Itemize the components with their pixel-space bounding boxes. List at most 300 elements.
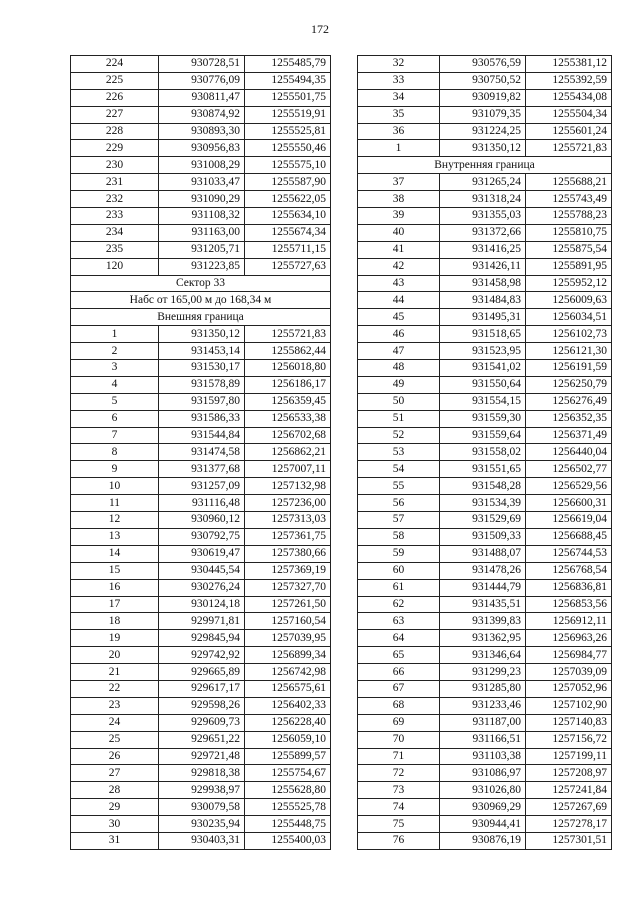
y-coordinate: 1257199,11 xyxy=(526,748,612,765)
point-number: 2 xyxy=(71,343,159,360)
table-row xyxy=(358,748,612,765)
section-header: Внутренняя граница xyxy=(358,157,612,174)
point-number: 65 xyxy=(358,647,440,664)
y-coordinate: 1257039,09 xyxy=(526,664,612,681)
point-number: 47 xyxy=(358,343,440,360)
y-coordinate: 1256853,56 xyxy=(526,596,612,613)
x-coordinate: 931346,64 xyxy=(440,647,526,664)
table-row xyxy=(71,748,331,765)
y-coordinate: 1256912,11 xyxy=(526,613,612,630)
point-number: 14 xyxy=(71,545,159,562)
point-number: 229 xyxy=(71,140,159,157)
table-row xyxy=(358,647,612,664)
x-coordinate: 929721,48 xyxy=(159,748,245,765)
y-coordinate: 1255899,57 xyxy=(245,748,331,765)
y-coordinate: 1256619,04 xyxy=(526,512,612,529)
y-coordinate: 1256440,04 xyxy=(526,444,612,461)
y-coordinate: 1255788,23 xyxy=(526,208,612,225)
y-coordinate: 1255525,78 xyxy=(245,799,331,816)
x-coordinate: 931586,33 xyxy=(159,410,245,427)
table-row xyxy=(71,731,331,748)
point-number: 120 xyxy=(71,258,159,275)
table-row xyxy=(358,208,612,225)
x-coordinate: 930750,52 xyxy=(440,72,526,89)
y-coordinate: 1257261,50 xyxy=(245,596,331,613)
x-coordinate: 930969,29 xyxy=(440,799,526,816)
y-coordinate: 1256768,54 xyxy=(526,562,612,579)
table-row xyxy=(358,123,612,140)
y-coordinate: 1255501,75 xyxy=(245,89,331,106)
table-row xyxy=(71,241,331,258)
x-coordinate: 930792,75 xyxy=(159,528,245,545)
table-row xyxy=(358,799,612,816)
x-coordinate: 931530,17 xyxy=(159,360,245,377)
table-row xyxy=(71,461,331,478)
x-coordinate: 931108,32 xyxy=(159,208,245,225)
point-number: 51 xyxy=(358,410,440,427)
y-coordinate: 1256702,68 xyxy=(245,427,331,444)
table-row xyxy=(71,630,331,647)
x-coordinate: 929818,38 xyxy=(159,765,245,782)
x-coordinate: 931495,31 xyxy=(440,309,526,326)
table-row xyxy=(71,89,331,106)
point-number: 55 xyxy=(358,478,440,495)
x-coordinate: 931426,11 xyxy=(440,258,526,275)
table-row xyxy=(358,258,612,275)
point-number: 58 xyxy=(358,528,440,545)
table-row xyxy=(358,444,612,461)
x-coordinate: 931103,38 xyxy=(440,748,526,765)
point-number: 226 xyxy=(71,89,159,106)
table-row xyxy=(71,562,331,579)
table-row xyxy=(71,714,331,731)
y-coordinate: 1255743,49 xyxy=(526,191,612,208)
point-number: 36 xyxy=(358,123,440,140)
y-coordinate: 1256984,77 xyxy=(526,647,612,664)
table-row xyxy=(358,680,612,697)
point-number: 73 xyxy=(358,782,440,799)
y-coordinate: 1255504,34 xyxy=(526,106,612,123)
y-coordinate: 1255400,03 xyxy=(245,832,331,849)
y-coordinate: 1255601,24 xyxy=(526,123,612,140)
x-coordinate: 931597,80 xyxy=(159,393,245,410)
x-coordinate: 931559,30 xyxy=(440,410,526,427)
point-number: 68 xyxy=(358,697,440,714)
x-coordinate: 931205,71 xyxy=(159,241,245,258)
table-row xyxy=(71,157,331,174)
y-coordinate: 1255810,75 xyxy=(526,224,612,241)
x-coordinate: 931416,25 xyxy=(440,241,526,258)
point-number: 17 xyxy=(71,596,159,613)
y-coordinate: 1256034,51 xyxy=(526,309,612,326)
point-number: 12 xyxy=(71,512,159,529)
point-number: 233 xyxy=(71,208,159,225)
y-coordinate: 1256600,31 xyxy=(526,495,612,512)
y-coordinate: 1257301,51 xyxy=(526,832,612,849)
y-coordinate: 1255525,81 xyxy=(245,123,331,140)
table-row xyxy=(358,224,612,241)
table-row xyxy=(358,174,612,191)
section-header: Внешняя граница xyxy=(71,309,331,326)
x-coordinate: 930893,30 xyxy=(159,123,245,140)
table-row xyxy=(71,816,331,833)
table-row xyxy=(358,630,612,647)
x-coordinate: 931435,51 xyxy=(440,596,526,613)
point-number: 235 xyxy=(71,241,159,258)
point-number: 22 xyxy=(71,680,159,697)
table-row xyxy=(358,528,612,545)
table-row xyxy=(358,89,612,106)
point-number: 16 xyxy=(71,579,159,596)
y-coordinate: 1256899,34 xyxy=(245,647,331,664)
point-number: 42 xyxy=(358,258,440,275)
y-coordinate: 1257052,96 xyxy=(526,680,612,697)
table-row xyxy=(71,326,331,343)
point-number: 48 xyxy=(358,360,440,377)
table-row xyxy=(358,731,612,748)
table-row xyxy=(358,664,612,681)
x-coordinate: 931488,07 xyxy=(440,545,526,562)
point-number: 228 xyxy=(71,123,159,140)
y-coordinate: 1256688,45 xyxy=(526,528,612,545)
x-coordinate: 931529,69 xyxy=(440,512,526,529)
table-row xyxy=(71,765,331,782)
y-coordinate: 1257369,19 xyxy=(245,562,331,579)
table-row xyxy=(71,123,331,140)
y-coordinate: 1255891,95 xyxy=(526,258,612,275)
point-number: 63 xyxy=(358,613,440,630)
y-coordinate: 1255628,80 xyxy=(245,782,331,799)
y-coordinate: 1257278,17 xyxy=(526,816,612,833)
table-row xyxy=(71,224,331,241)
y-coordinate: 1257327,70 xyxy=(245,579,331,596)
x-coordinate: 930776,09 xyxy=(159,72,245,89)
y-coordinate: 1256250,79 xyxy=(526,376,612,393)
y-coordinate: 1255634,10 xyxy=(245,208,331,225)
x-coordinate: 929598,26 xyxy=(159,697,245,714)
y-coordinate: 1255721,83 xyxy=(245,326,331,343)
table-row xyxy=(358,343,612,360)
x-coordinate: 929971,81 xyxy=(159,613,245,630)
table-row xyxy=(71,106,331,123)
table-row xyxy=(71,56,331,73)
y-coordinate: 1255952,12 xyxy=(526,275,612,292)
point-number: 70 xyxy=(358,731,440,748)
x-coordinate: 931478,26 xyxy=(440,562,526,579)
table-row xyxy=(358,545,612,562)
x-coordinate: 931550,64 xyxy=(440,376,526,393)
x-coordinate: 931534,39 xyxy=(440,495,526,512)
coordinates-table-right xyxy=(357,55,612,850)
table-row xyxy=(358,782,612,799)
x-coordinate: 930874,92 xyxy=(159,106,245,123)
table-row xyxy=(358,326,612,343)
y-coordinate: 1256102,73 xyxy=(526,326,612,343)
y-coordinate: 1255711,15 xyxy=(245,241,331,258)
point-number: 46 xyxy=(358,326,440,343)
point-number: 34 xyxy=(358,89,440,106)
x-coordinate: 931033,47 xyxy=(159,174,245,191)
x-coordinate: 929651,22 xyxy=(159,731,245,748)
table-row xyxy=(71,410,331,427)
table-row xyxy=(71,596,331,613)
y-coordinate: 1257380,66 xyxy=(245,545,331,562)
point-number: 54 xyxy=(358,461,440,478)
point-number: 11 xyxy=(71,495,159,512)
x-coordinate: 931362,95 xyxy=(440,630,526,647)
y-coordinate: 1257208,97 xyxy=(526,765,612,782)
x-coordinate: 931090,29 xyxy=(159,191,245,208)
x-coordinate: 931166,51 xyxy=(440,731,526,748)
x-coordinate: 929742,92 xyxy=(159,647,245,664)
point-number: 10 xyxy=(71,478,159,495)
table-row xyxy=(71,512,331,529)
point-number: 31 xyxy=(71,832,159,849)
point-number: 13 xyxy=(71,528,159,545)
y-coordinate: 1257313,03 xyxy=(245,512,331,529)
y-coordinate: 1255622,05 xyxy=(245,191,331,208)
point-number: 61 xyxy=(358,579,440,596)
x-coordinate: 930079,58 xyxy=(159,799,245,816)
point-number: 227 xyxy=(71,106,159,123)
point-number: 75 xyxy=(358,816,440,833)
x-coordinate: 931163,00 xyxy=(159,224,245,241)
table-row xyxy=(71,545,331,562)
point-number: 28 xyxy=(71,782,159,799)
x-coordinate: 930944,41 xyxy=(440,816,526,833)
x-coordinate: 931265,24 xyxy=(440,174,526,191)
table-row xyxy=(71,495,331,512)
x-coordinate: 931523,95 xyxy=(440,343,526,360)
table-row xyxy=(358,427,612,444)
x-coordinate: 931518,65 xyxy=(440,326,526,343)
point-number: 4 xyxy=(71,376,159,393)
x-coordinate: 931355,03 xyxy=(440,208,526,225)
table-row xyxy=(358,275,612,292)
table-row xyxy=(71,343,331,360)
point-number: 41 xyxy=(358,241,440,258)
y-coordinate: 1256121,30 xyxy=(526,343,612,360)
table-row xyxy=(71,444,331,461)
point-number: 69 xyxy=(358,714,440,731)
point-number: 39 xyxy=(358,208,440,225)
y-coordinate: 1256963,26 xyxy=(526,630,612,647)
y-coordinate: 1256529,56 xyxy=(526,478,612,495)
table-row xyxy=(71,72,331,89)
table-row xyxy=(71,579,331,596)
y-coordinate: 1256742,98 xyxy=(245,664,331,681)
point-number: 64 xyxy=(358,630,440,647)
x-coordinate: 931116,48 xyxy=(159,495,245,512)
point-number: 1 xyxy=(358,140,440,157)
table-row xyxy=(358,613,612,630)
x-coordinate: 930811,47 xyxy=(159,89,245,106)
x-coordinate: 929609,73 xyxy=(159,714,245,731)
table-row xyxy=(71,360,331,377)
x-coordinate: 930124,18 xyxy=(159,596,245,613)
x-coordinate: 931399,83 xyxy=(440,613,526,630)
section-header-row xyxy=(71,309,331,326)
y-coordinate: 1256862,21 xyxy=(245,444,331,461)
x-coordinate: 931548,28 xyxy=(440,478,526,495)
table-row xyxy=(71,258,331,275)
table-row xyxy=(71,140,331,157)
table-row xyxy=(358,360,612,377)
point-number: 26 xyxy=(71,748,159,765)
x-coordinate: 931318,24 xyxy=(440,191,526,208)
table-row xyxy=(71,782,331,799)
point-number: 53 xyxy=(358,444,440,461)
table-row xyxy=(358,241,612,258)
y-coordinate: 1256371,49 xyxy=(526,427,612,444)
section-header: Сектор 33 xyxy=(71,275,331,292)
table-row xyxy=(358,140,612,157)
x-coordinate: 930235,94 xyxy=(159,816,245,833)
x-coordinate: 931541,02 xyxy=(440,360,526,377)
table-row xyxy=(71,664,331,681)
y-coordinate: 1256228,40 xyxy=(245,714,331,731)
x-coordinate: 931223,85 xyxy=(159,258,245,275)
point-number: 56 xyxy=(358,495,440,512)
y-coordinate: 1256009,63 xyxy=(526,292,612,309)
y-coordinate: 1255862,44 xyxy=(245,343,331,360)
x-coordinate: 931350,12 xyxy=(159,326,245,343)
y-coordinate: 1255381,12 xyxy=(526,56,612,73)
x-coordinate: 931474,58 xyxy=(159,444,245,461)
x-coordinate: 931554,15 xyxy=(440,393,526,410)
point-number: 71 xyxy=(358,748,440,765)
x-coordinate: 931224,25 xyxy=(440,123,526,140)
y-coordinate: 1256402,33 xyxy=(245,697,331,714)
table-row xyxy=(71,393,331,410)
right-table-body xyxy=(358,56,612,850)
point-number: 19 xyxy=(71,630,159,647)
point-number: 1 xyxy=(71,326,159,343)
point-number: 18 xyxy=(71,613,159,630)
page-number: 172 xyxy=(311,22,329,36)
point-number: 33 xyxy=(358,72,440,89)
y-coordinate: 1255550,46 xyxy=(245,140,331,157)
y-coordinate: 1256359,45 xyxy=(245,393,331,410)
point-number: 25 xyxy=(71,731,159,748)
point-number: 5 xyxy=(71,393,159,410)
point-number: 27 xyxy=(71,765,159,782)
table-row xyxy=(358,816,612,833)
table-row xyxy=(71,697,331,714)
x-coordinate: 930728,51 xyxy=(159,56,245,73)
table-row xyxy=(358,410,612,427)
y-coordinate: 1257039,95 xyxy=(245,630,331,647)
point-number: 35 xyxy=(358,106,440,123)
y-coordinate: 1255674,34 xyxy=(245,224,331,241)
point-number: 225 xyxy=(71,72,159,89)
y-coordinate: 1255875,54 xyxy=(526,241,612,258)
x-coordinate: 931559,64 xyxy=(440,427,526,444)
y-coordinate: 1255519,91 xyxy=(245,106,331,123)
x-coordinate: 931079,35 xyxy=(440,106,526,123)
y-coordinate: 1256744,53 xyxy=(526,545,612,562)
y-coordinate: 1255392,59 xyxy=(526,72,612,89)
table-row xyxy=(358,562,612,579)
point-number: 50 xyxy=(358,393,440,410)
x-coordinate: 931086,97 xyxy=(440,765,526,782)
point-number: 15 xyxy=(71,562,159,579)
x-coordinate: 931544,84 xyxy=(159,427,245,444)
x-coordinate: 929845,94 xyxy=(159,630,245,647)
table-row xyxy=(358,596,612,613)
y-coordinate: 1255727,63 xyxy=(245,258,331,275)
x-coordinate: 930276,24 xyxy=(159,579,245,596)
point-number: 66 xyxy=(358,664,440,681)
x-coordinate: 930445,54 xyxy=(159,562,245,579)
point-number: 72 xyxy=(358,765,440,782)
x-coordinate: 931372,66 xyxy=(440,224,526,241)
point-number: 6 xyxy=(71,410,159,427)
y-coordinate: 1256276,49 xyxy=(526,393,612,410)
point-number: 43 xyxy=(358,275,440,292)
coordinates-table-left xyxy=(70,55,331,850)
x-coordinate: 931008,29 xyxy=(159,157,245,174)
x-coordinate: 931458,98 xyxy=(440,275,526,292)
x-coordinate: 931285,80 xyxy=(440,680,526,697)
y-coordinate: 1256836,81 xyxy=(526,579,612,596)
y-coordinate: 1257361,75 xyxy=(245,528,331,545)
x-coordinate: 931233,46 xyxy=(440,697,526,714)
table-row xyxy=(358,714,612,731)
y-coordinate: 1256502,77 xyxy=(526,461,612,478)
table-row xyxy=(358,393,612,410)
table-row xyxy=(358,697,612,714)
point-number: 32 xyxy=(358,56,440,73)
table-row xyxy=(358,292,612,309)
y-coordinate: 1255485,79 xyxy=(245,56,331,73)
x-coordinate: 931578,89 xyxy=(159,376,245,393)
section-header-row xyxy=(71,292,331,309)
x-coordinate: 929617,17 xyxy=(159,680,245,697)
point-number: 40 xyxy=(358,224,440,241)
x-coordinate: 931453,14 xyxy=(159,343,245,360)
point-number: 230 xyxy=(71,157,159,174)
point-number: 29 xyxy=(71,799,159,816)
table-row xyxy=(358,106,612,123)
point-number: 57 xyxy=(358,512,440,529)
table-row xyxy=(71,528,331,545)
y-coordinate: 1255754,67 xyxy=(245,765,331,782)
y-coordinate: 1255688,21 xyxy=(526,174,612,191)
table-row xyxy=(71,208,331,225)
point-number: 38 xyxy=(358,191,440,208)
point-number: 74 xyxy=(358,799,440,816)
table-row xyxy=(358,512,612,529)
table-row xyxy=(71,680,331,697)
y-coordinate: 1255434,08 xyxy=(526,89,612,106)
section-header: Набс от 165,00 м до 168,34 м xyxy=(71,292,331,309)
y-coordinate: 1255587,90 xyxy=(245,174,331,191)
table-row xyxy=(71,613,331,630)
table-row xyxy=(358,495,612,512)
table-row xyxy=(358,56,612,73)
x-coordinate: 931377,68 xyxy=(159,461,245,478)
x-coordinate: 931558,02 xyxy=(440,444,526,461)
x-coordinate: 931187,00 xyxy=(440,714,526,731)
y-coordinate: 1257267,69 xyxy=(526,799,612,816)
y-coordinate: 1256018,80 xyxy=(245,360,331,377)
x-coordinate: 931551,65 xyxy=(440,461,526,478)
table-row xyxy=(358,478,612,495)
point-number: 3 xyxy=(71,360,159,377)
y-coordinate: 1256059,10 xyxy=(245,731,331,748)
table-row xyxy=(358,72,612,89)
